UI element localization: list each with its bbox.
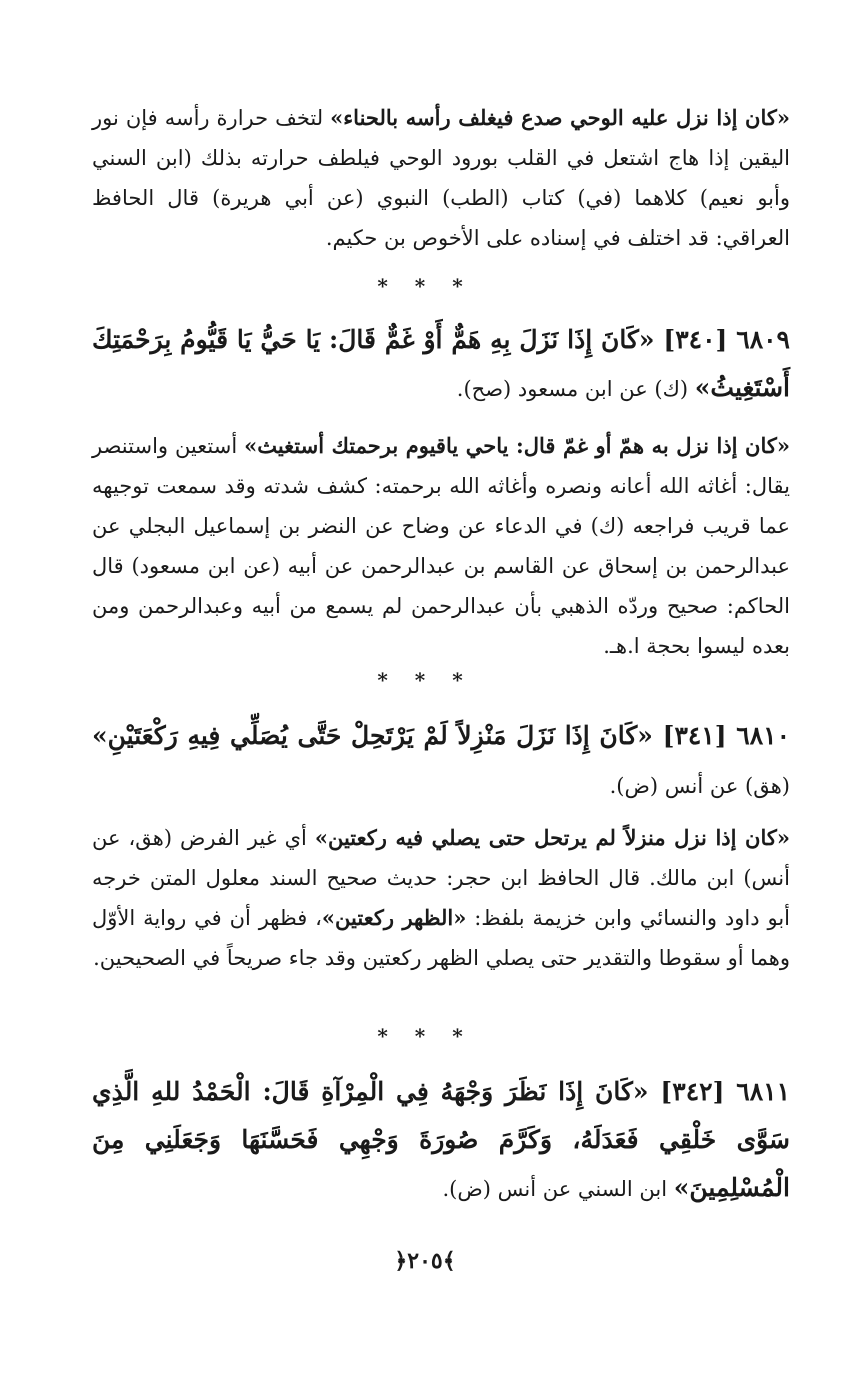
commentary-text: ، فظهر أن في رواية الأوّل وهما أو سقوطا والتقدير حتى يصلي الظهر ركعتين وقد جاء صريحاً في الصحيحين. xyxy=(92,906,790,970)
hadith-text: ٦٨٠٩ [٣٤٠] «كَانَ إِذَا نَزَلَ بِهِ هَمٌّ أَوْ غَمٌّ قَالَ: يَا حَيُّ يَا قَيُّومُ بِرَحْمَتِكَ أَسْتَغِيثُ» xyxy=(92,325,790,402)
hadith-text: ٦٨١٠ [٣٤١] «كَانَ إِذَا نَزَلَ مَنْزِلاً لَمْ يَرْتَحِلْ حَتَّى يُصَلِّي فِيهِ رَكْعَتَيْنِ» xyxy=(92,721,790,750)
quoted-hadith: «كان إذا نزل عليه الوحي صدع فيغلف رأسه بالحناء» xyxy=(330,105,790,130)
commentary-paragraph-1 xyxy=(92,98,790,258)
hadith-6809 xyxy=(92,316,790,413)
commentary-paragraph-3 xyxy=(92,818,790,978)
commentary-text: أي غير الفرض (هق، عن أنس) ابن مالك. قال الحافظ ابن حجر: حديث صحيح السند معلول المتن خرجه أبو داود والنسائي وابن خزيمة بلفظ: xyxy=(92,826,791,930)
commentary-text: أستعين واستنصر يقال: أغاثه الله أعانه ونصره وأغاثه الله برحمته: كشف شدته وقد سمعت توجيهه عما قريب فراجعه (ك) في الدعاء عن وضاح عن النضر بن إسماعيل البجلي عن عبدالرحمن بن إسحاق عن القاسم بن عبدالرحمن عن أبيه (عن ابن مسعود) قال الحاكم: صحيح وردّه الذهبي بأن عبدالرحمن لم يسمع من أبيه وعبدالرحمن ومن بعده ليسوا بحجة ا.هـ. xyxy=(92,434,790,658)
commentary-text: لتخف حرارة رأسه فإن نور اليقين إذا هاج اشتعل في القلب بورود الوحي فيلطف حرارته بذلك (ابن السني وأبو نعيم) كلاهما (في) كتاب (الطب) النبوي (عن أبي هريرة) قال الحافظ العراقي: قد اختلف في إسناده على الأخوص بن حكيم. xyxy=(92,106,790,250)
quoted-hadith: «كان إذا نزل منزلاً لم يرتحل حتى يصلي فيه ركعتين» xyxy=(314,825,791,850)
quoted-hadith: «كان إذا نزل به همّ أو غمّ قال: ياحي ياقيوم برحمتك أستغيث» xyxy=(244,433,790,458)
hadith-source: (ك) عن ابن مسعود (صح). xyxy=(456,377,695,401)
section-separator: * * * xyxy=(377,1024,473,1048)
quoted-phrase: «الظهر ركعتين» xyxy=(321,905,467,930)
hadith-6810 xyxy=(92,712,790,810)
hadith-source: (هق) عن أنس (ض). xyxy=(609,774,790,798)
hadith-6811 xyxy=(92,1068,790,1213)
hadith-text: ٦٨١١ [٣٤٢] «كَانَ إِذَا نَظَرَ وَجْهَهُ فِي الْمِرْآةِ قَالَ: الْحَمْدُ للهِ الَّذِي سَوَّى خَلْقِي فَعَدَلَهُ، وَكَرَّمَ صُورَةَ وَجْهِي فَحَسَّنَهَا وَجَعَلَنِي مِنَ الْمُسْلِمِينَ» xyxy=(92,1077,790,1202)
hadith-source: ابن السني عن أنس (ض). xyxy=(442,1177,674,1201)
section-separator: * * * xyxy=(377,668,473,692)
commentary-paragraph-2 xyxy=(92,426,790,666)
section-separator: * * * xyxy=(377,274,473,298)
page-number: ﴿٢٠٥﴾ xyxy=(394,1248,456,1274)
